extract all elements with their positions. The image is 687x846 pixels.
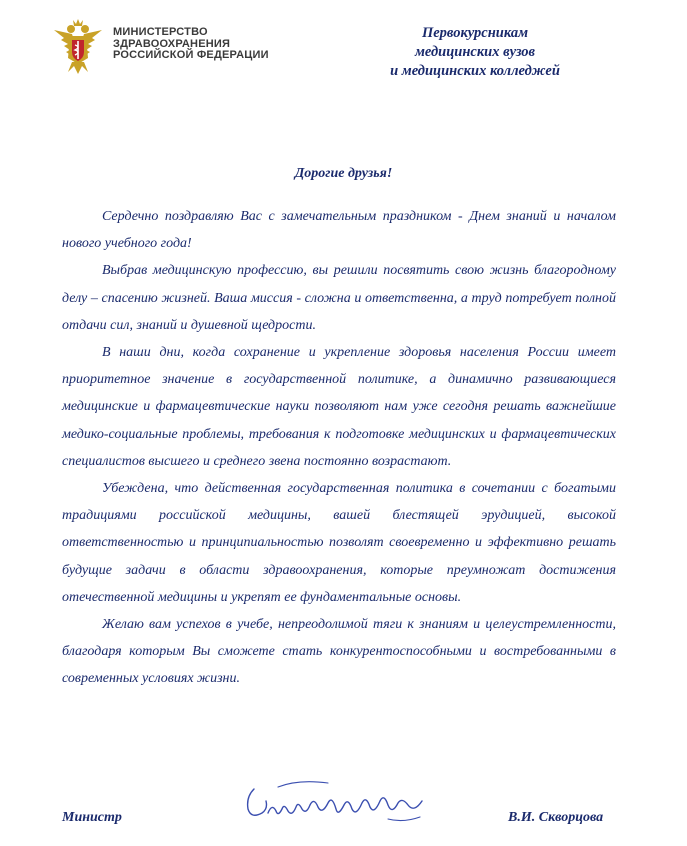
letter-paragraph: Сердечно поздравляю Вас с замечательным праздником - Днем знаний и началом нового учебного года! bbox=[62, 209, 616, 252]
letter-paragraph: Выбрав медицинскую профессию, вы решили посвятить свою жизнь благородному делу – спасению жизней. Ваша миссия - сложна и ответственна, а труд потребует полной отдачи сил, знаний и душевной щедрости. bbox=[62, 263, 616, 333]
ministry-name bbox=[113, 27, 269, 62]
signatory-name: В.И. Скворцова bbox=[508, 810, 604, 825]
addressee-line: медицинских вузов bbox=[414, 44, 536, 60]
ministry-name-line: РОССИЙСКОЙ ФЕДЕРАЦИИ bbox=[113, 49, 269, 61]
addressee bbox=[345, 24, 605, 81]
letter-paragraph: В наши дни, когда сохранение и укрепление здоровья населения России имеет приоритетное значение в государственной политике, а динамично развивающиеся медицинские и фармацевтические науки позволяют нам уже сегодня решать важнейшие медико-социальные проблемы, требования к подготовке медицинских и фармацевтических специалистов высшего и среднего звена постоянно возрастают. bbox=[62, 345, 616, 469]
letter-paragraph: Желаю вам успехов в учебе, непреодолимой тяги к знаниям и целеустремленности, благодаря которым Вы сможете стать конкурентоспособными и востребованными в современных условиях жизни. bbox=[62, 617, 616, 687]
ministry-name-line: МИНИСТЕРСТВО bbox=[113, 26, 208, 38]
addressee-line: и медицинских колледжей bbox=[390, 63, 560, 79]
signatory-position: Министр bbox=[62, 810, 122, 825]
coat-of-arms-icon bbox=[50, 18, 106, 76]
addressee-line: Первокурсникам bbox=[421, 25, 529, 41]
letter-paragraph: Убеждена, что действенная государственная политика в сочетании с богатыми традициями российской медицины, вашей блестящей эрудицией, высокой ответственностью и принципиальностью позволят своевременно и эффективно решать будущие задачи в области здравоохранения, которые преумножат достижения отечественной медицины и укрепят ее фундаментальные основы. bbox=[62, 481, 616, 605]
letterhead bbox=[0, 0, 687, 110]
letter-body bbox=[62, 203, 616, 693]
handwritten-signature-icon bbox=[238, 775, 428, 830]
letter-greeting: Дорогие друзья! bbox=[294, 166, 393, 181]
ministry-name-line: ЗДРАВООХРАНЕНИЯ bbox=[113, 37, 231, 50]
